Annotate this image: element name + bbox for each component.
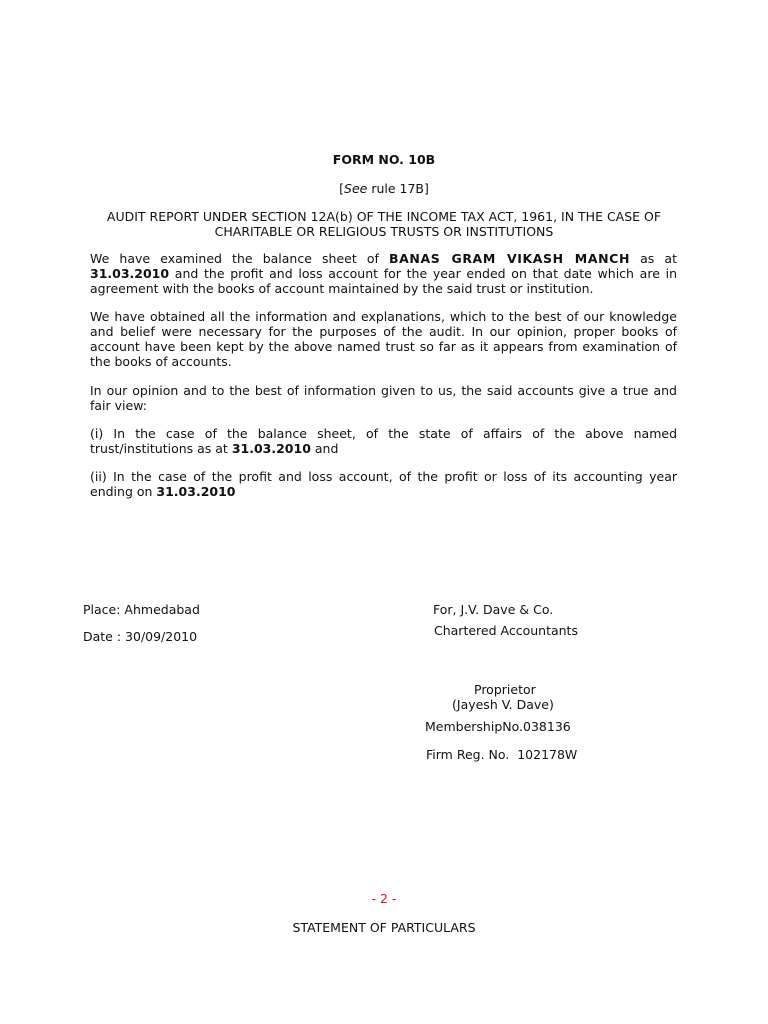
membership-number: MembershipNo.038136 <box>425 719 571 734</box>
report-heading-line2: CHARITABLE OR RELIGIOUS TRUSTS OR INSTITUTIONS <box>214 224 554 239</box>
paragraph-opinion: In our opinion and to the best of information given to us, the said accounts give a true and fair view: <box>90 383 677 413</box>
paragraph-profit-loss: (ii) In the case of the profit and loss account, of the profit or loss of its accounting year ending on 31.03.2010 <box>90 469 677 499</box>
paragraph-information: We have obtained all the information and explanations, which to the best of our knowledge and belief were necessary for the purposes of the audit. In our opinion, proper books of account have been kept by the above named trust so far as it appears from examination of the books of accounts. <box>90 309 677 369</box>
state-date: 31.03.2010 <box>231 441 311 456</box>
firm-type: Chartered Accountants <box>434 623 578 638</box>
organization-name: BANAS GRAM VIKASH MANCH <box>389 251 631 266</box>
firm-for: For, J.V. Dave & Co. <box>433 602 554 617</box>
paragraph-balance-sheet: (i) In the case of the balance sheet, of the state of affairs of the above named trust/institutions as at 31.03.2010 and <box>90 426 677 456</box>
rule-bracket: [ <box>339 181 345 196</box>
next-section-title: STATEMENT OF PARTICULARS <box>292 920 476 935</box>
rule-see: See <box>344 181 368 196</box>
date: Date : 30/09/2010 <box>83 629 198 644</box>
year-end-date: 31.03.2010 <box>156 484 236 499</box>
form-title <box>0 152 768 167</box>
page-number: - 2 - <box>371 891 397 906</box>
report-heading-line1: AUDIT REPORT UNDER SECTION 12A(b) OF THE INCOME TAX ACT, 1961, IN THE CASE OF <box>106 209 662 224</box>
balance-date: 31.03.2010 <box>90 266 170 281</box>
report-heading <box>0 209 768 239</box>
paragraph-examination: We have examined the balance sheet of BANAS GRAM VIKASH MANCH as at 31.03.2010 and the profit and loss account for the year ended on that date which are in agreement with the books of account maintained by the said trust or institution. <box>90 251 677 296</box>
rule-reference <box>0 181 768 196</box>
rule-text: rule 17B] <box>367 181 429 196</box>
firm-registration: Firm Reg. No. 102178W <box>426 747 578 762</box>
signatory-name: (Jayesh V. Dave) <box>452 697 554 712</box>
place: Place: Ahmedabad <box>83 602 200 617</box>
form-number: FORM NO. 10B <box>332 152 436 167</box>
signatory-designation: Proprietor <box>474 682 536 697</box>
